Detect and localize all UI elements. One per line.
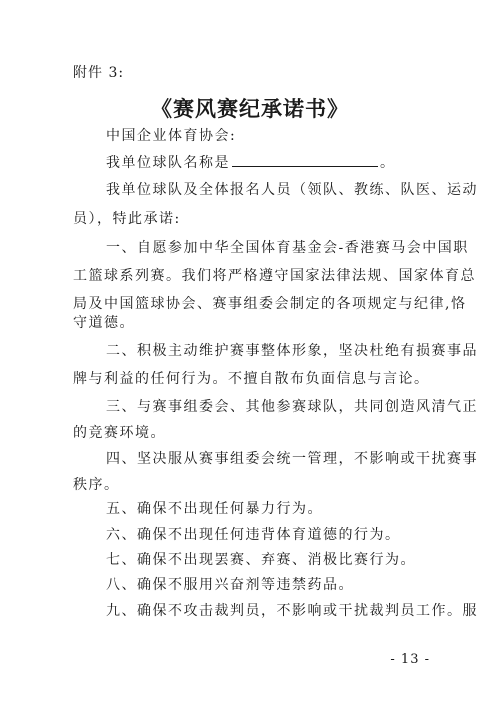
clause-3-line-1: 三、与赛事组委会、其他参赛球队，共同创造风清气正 <box>106 399 478 415</box>
intro-line-1: 我单位球队及全体报名人员（领队、教练、队医、运动 <box>106 182 478 198</box>
clause-6: 六、确保不出现任何违背体育道德的行为。 <box>106 527 401 543</box>
team-name-line <box>106 154 396 170</box>
clause-4-line-2: 秩序。 <box>73 477 120 493</box>
clause-1-line-3: 局及中国篮球协会、赛事组委会制定的各项规定与纪律,恪 <box>73 296 467 312</box>
clause-2-line-1: 二、积极主动维护赛事整体形象，坚决杜绝有损赛事品 <box>106 343 478 359</box>
clause-9: 九、确保不攻击裁判员，不影响或干扰裁判员工作。服 <box>106 603 478 619</box>
intro-line-2: 员），特此承诺: <box>73 211 181 227</box>
team-name-prefix: 我单位球队名称是 <box>106 155 230 171</box>
clause-3-line-2: 的竞赛环境。 <box>73 425 166 441</box>
clause-2-line-2: 牌与利益的任何行为。不擅自散布负面信息与言论。 <box>73 371 430 387</box>
attachment-label: 附件 3: <box>73 65 125 81</box>
team-name-suffix: 。 <box>380 155 396 171</box>
clause-1-line-1: 一、自愿参加中华全国体育基金会-香港赛马会中国职 <box>106 240 469 256</box>
team-name-blank <box>232 154 378 167</box>
page-number: - 13 - <box>390 652 430 667</box>
clause-1-line-2: 工篮球系列赛。我们将严格遵守国家法律法规、国家体育总 <box>73 268 476 284</box>
document-title: 《赛风赛纪承诺书》 <box>151 96 349 121</box>
clause-4-line-1: 四、坚决服从赛事组委会统一管理，不影响或干扰赛事 <box>106 451 478 467</box>
clause-5: 五、确保不出现任何暴力行为。 <box>106 501 323 517</box>
addressee: 中国企业体育协会: <box>106 128 237 144</box>
clause-1-line-4: 守道德。 <box>73 315 135 331</box>
clause-8: 八、确保不服用兴奋剂等违禁药品。 <box>106 577 354 593</box>
clause-7: 七、确保不出现罢赛、弃赛、消极比赛行为。 <box>106 552 416 568</box>
